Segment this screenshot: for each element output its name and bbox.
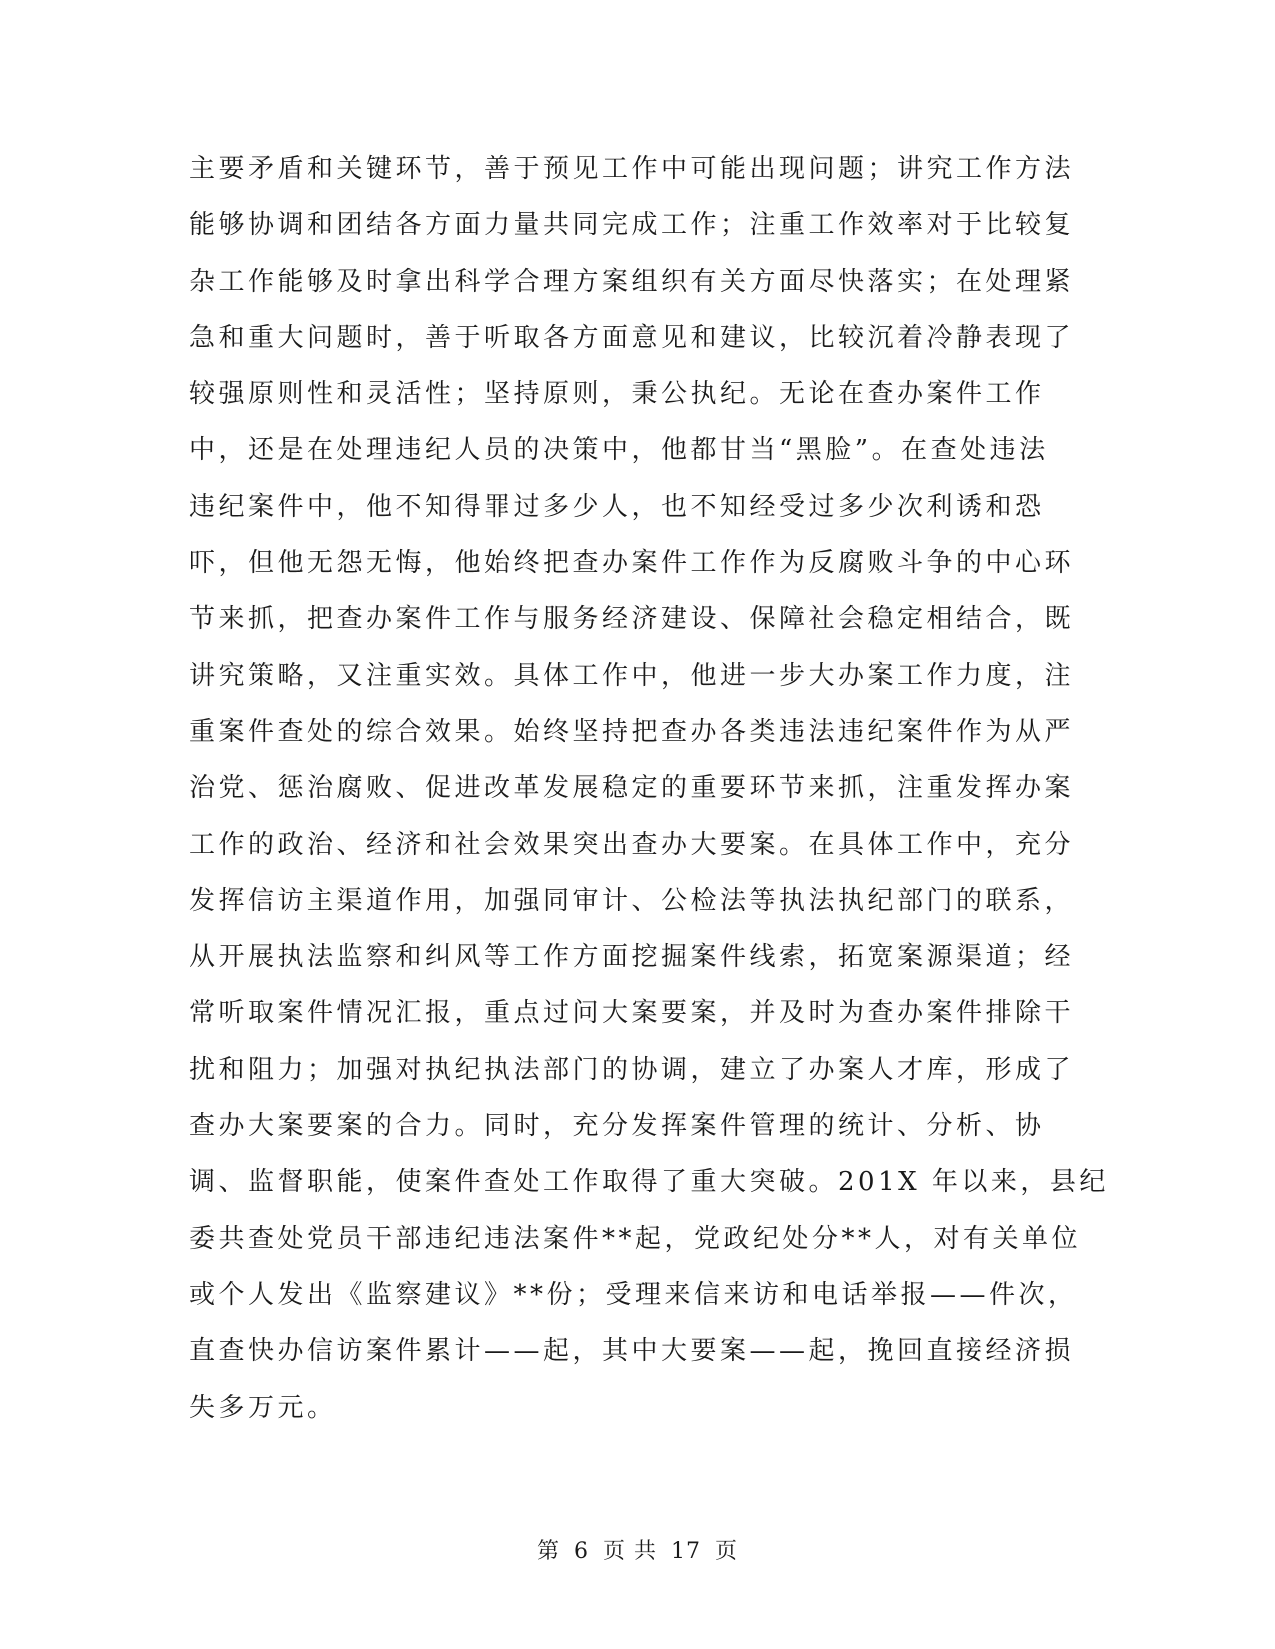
text-line: 直查快办信访案件累计——起，其中大要案——起，挽回直接经济损 [189, 1336, 1075, 1367]
text-line: 委共查处党员干部违纪违法案件**起，党政纪处分**人，对有关单位 [189, 1223, 1082, 1254]
text-line: 查办大案要案的合力。同时，充分发挥案件管理的统计、分析、协 [189, 1111, 1045, 1142]
text-line: 治党、惩治腐败、促进改革发展稳定的重要环节来抓，注重发挥办案 [189, 773, 1075, 804]
text-line: 中，还是在处理违纪人员的决策中，他都甘当“黑脸”。在查处违法 [189, 435, 1049, 466]
text-line: 杂工作能够及时拿出科学合理方案组织有关方面尽快落实；在处理紧 [189, 266, 1075, 297]
text-line: 从开展执法监察和纠风等工作方面挖掘案件线索，拓宽案源渠道；经 [189, 942, 1075, 973]
page-footer-suffix: 页 [715, 1539, 739, 1564]
current-page-number: 6 [574, 1539, 589, 1564]
page-footer-middle: 页 共 [603, 1539, 657, 1564]
text-line: 发挥信访主渠道作用，加强同审计、公检法等执法执纪部门的联系， [189, 885, 1075, 916]
text-line: 违纪案件中，他不知得罪过多少人，也不知经受过多少次利诱和恐 [189, 491, 1045, 522]
text-line: 较强原则性和灵活性；坚持原则，秉公执纪。无论在查办案件工作 [189, 379, 1045, 410]
text-line: 调、监督职能，使案件查处工作取得了重大突破。201X 年以来，县纪 [189, 1167, 1109, 1198]
text-line: 能够协调和团结各方面力量共同完成工作；注重工作效率对于比较复 [189, 210, 1075, 241]
page-footer-prefix: 第 [536, 1539, 560, 1564]
text-line: 急和重大问题时，善于听取各方面意见和建议，比较沉着冷静表现了 [189, 322, 1075, 353]
text-line: 工作的政治、经济和社会效果突出查办大要案。在具体工作中，充分 [189, 829, 1075, 860]
page-footer [0, 1534, 1275, 1565]
text-line: 讲究策略，又注重实效。具体工作中，他进一步大办案工作力度，注 [189, 660, 1075, 691]
text-line: 扰和阻力；加强对执纪执法部门的协调，建立了办案人才库，形成了 [189, 1054, 1075, 1085]
text-line: 失多万元。 [189, 1392, 337, 1423]
text-line: 节来抓，把查办案件工作与服务经济建设、保障社会稳定相结合，既 [189, 604, 1075, 635]
total-page-count: 17 [671, 1539, 701, 1564]
text-line: 常听取案件情况汇报，重点过问大案要案，并及时为查办案件排除干 [189, 998, 1075, 1029]
text-line: 吓，但他无怨无悔，他始终把查办案件工作作为反腐败斗争的中心环 [189, 548, 1075, 579]
text-line: 主要矛盾和关键环节，善于预见工作中可能出现问题；讲究工作方法 [189, 154, 1075, 184]
text-line: 重案件查处的综合效果。始终坚持把查办各类违法违纪案件作为从严 [189, 716, 1075, 747]
body-text [189, 141, 1109, 1436]
text-line: 或个人发出《监察建议》**份；受理来信来访和电话举报——件次， [189, 1279, 1078, 1310]
